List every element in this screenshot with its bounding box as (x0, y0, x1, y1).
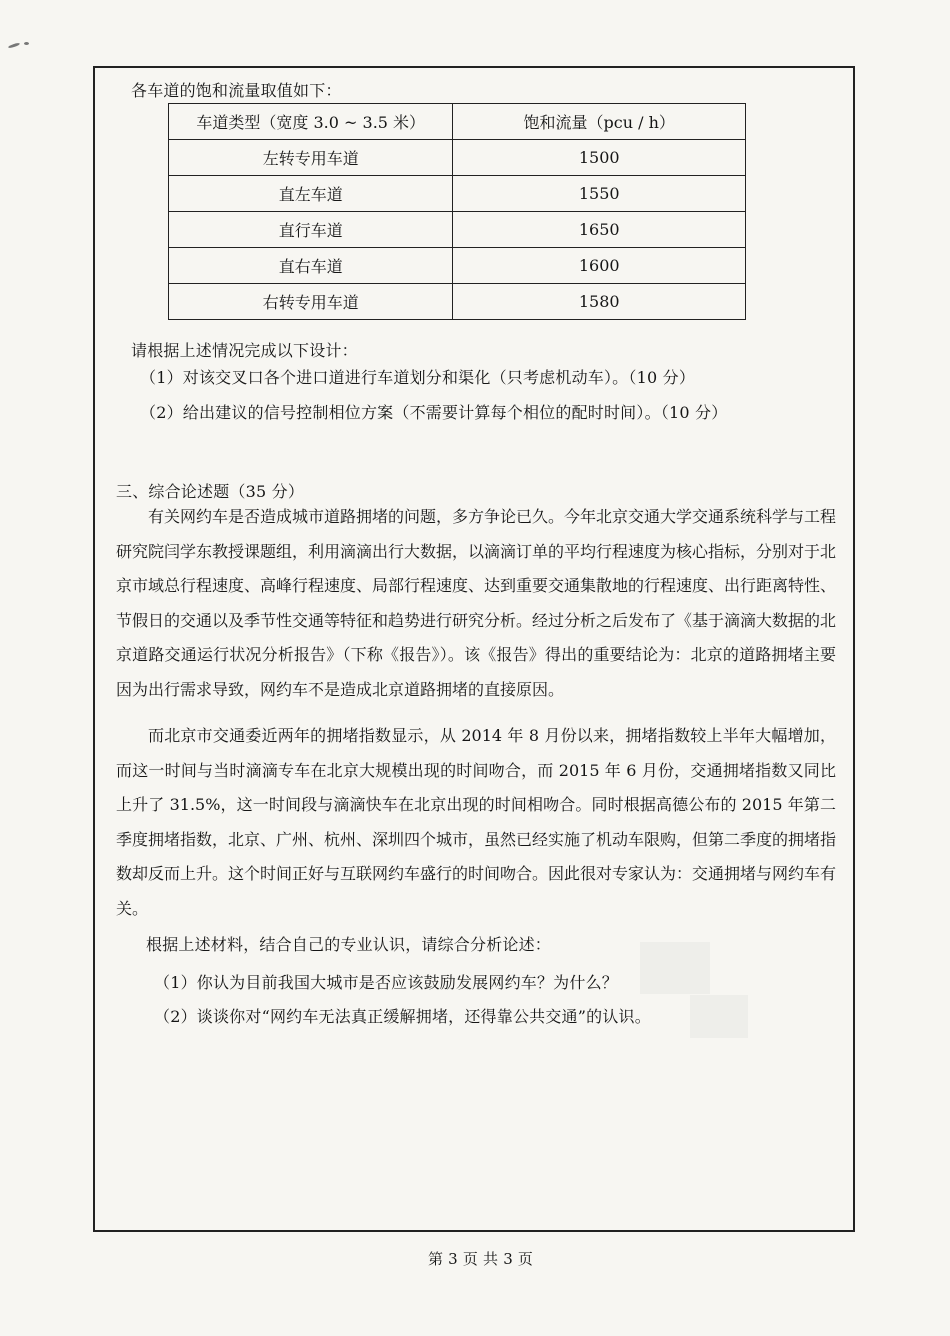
table-caption: 各车道的饱和流量取值如下： (131, 81, 342, 100)
redaction-patch (690, 995, 748, 1038)
table-row (169, 140, 746, 176)
design-question-1: （1）对该交叉口各个进口道进行车道划分和渠化（只考虑机动车）。（10 分） (140, 368, 696, 387)
table-cell: 左转专用车道 (169, 140, 453, 176)
redaction-patch (640, 942, 710, 994)
table-cell: 1650 (453, 212, 746, 248)
table-row (169, 248, 746, 284)
table-header-cell: 车道类型（宽度 3.0 ~ 3.5 米） (169, 104, 453, 140)
saturation-flow-table (168, 103, 746, 320)
table-cell: 1580 (453, 284, 746, 320)
scan-speck (8, 42, 20, 49)
page-footer: 第 3 页 共 3 页 (428, 1250, 534, 1268)
table-header-row (169, 104, 746, 140)
table-cell: 1550 (453, 176, 746, 212)
table-row (169, 176, 746, 212)
analysis-question-1: （1）你认为目前我国大城市是否应该鼓励发展网约车？为什么？ (154, 973, 618, 992)
analysis-prompt: 根据上述材料，结合自己的专业认识，请综合分析论述： (146, 935, 552, 954)
section-3-paragraph-2: 而北京市交通委近两年的拥堵指数显示，从 2014 年 8 月份以来，拥堵指数较上半年大幅增加，而这一时间与当时滴滴专车在北京大规模出现的时间吻合，而 2015 年 6 月份，交通拥堵指数又同比上升了 31.5%，这一时间段与滴滴快车在北京出现的时间相吻合。同时根据高德公布的 2015 年第二季度拥堵指数，北京、广州、杭州、深圳四个城市，虽然已经实施了机动车限购，但第二季度的拥堵指数却反而上升。这个时间正好与互联网约车盛行的时间吻合。因此很对专家认为：交通拥堵与网约车有关。 (116, 726, 837, 918)
analysis-question-2: （2）谈谈你对“网约车无法真正缓解拥堵，还得靠公共交通”的认识。 (154, 1007, 651, 1026)
table-header-cell: 饱和流量（pcu / h） (453, 104, 746, 140)
table-cell: 直右车道 (169, 248, 453, 284)
table-cell: 右转专用车道 (169, 284, 453, 320)
table-cell: 直行车道 (169, 212, 453, 248)
scan-speck (24, 42, 29, 45)
design-prompt: 请根据上述情况完成以下设计： (131, 341, 358, 360)
table-cell: 直左车道 (169, 176, 453, 212)
section-3-paragraph-1: 有关网约车是否造成城市道路拥堵的问题，多方争论已久。今年北京交通大学交通系统科学与工程研究院闫学东教授课题组，利用滴滴出行大数据，以滴滴订单的平均行程速度为核心指标，分别对于北京市域总行程速度、高峰行程速度、局部行程速度、达到重要交通集散地的行程速度、出行距离特性、节假日的交通以及季节性交通等特征和趋势进行研究分析。经过分析之后发布了《基于滴滴大数据的北京道路交通运行状况分析报告》（下称《报告》）。该《报告》得出的重要结论为：北京的道路拥堵主要因为出行需求导致，网约车不是造成北京道路拥堵的直接原因。 (116, 507, 837, 699)
section-3-title: 三、综合论述题（35 分） (116, 482, 305, 501)
table-cell: 1600 (453, 248, 746, 284)
table-row (169, 212, 746, 248)
table-cell: 1500 (453, 140, 746, 176)
design-question-2: （2）给出建议的信号控制相位方案（不需要计算每个相位的配时时间）。（10 分） (140, 403, 728, 422)
table-row (169, 284, 746, 320)
